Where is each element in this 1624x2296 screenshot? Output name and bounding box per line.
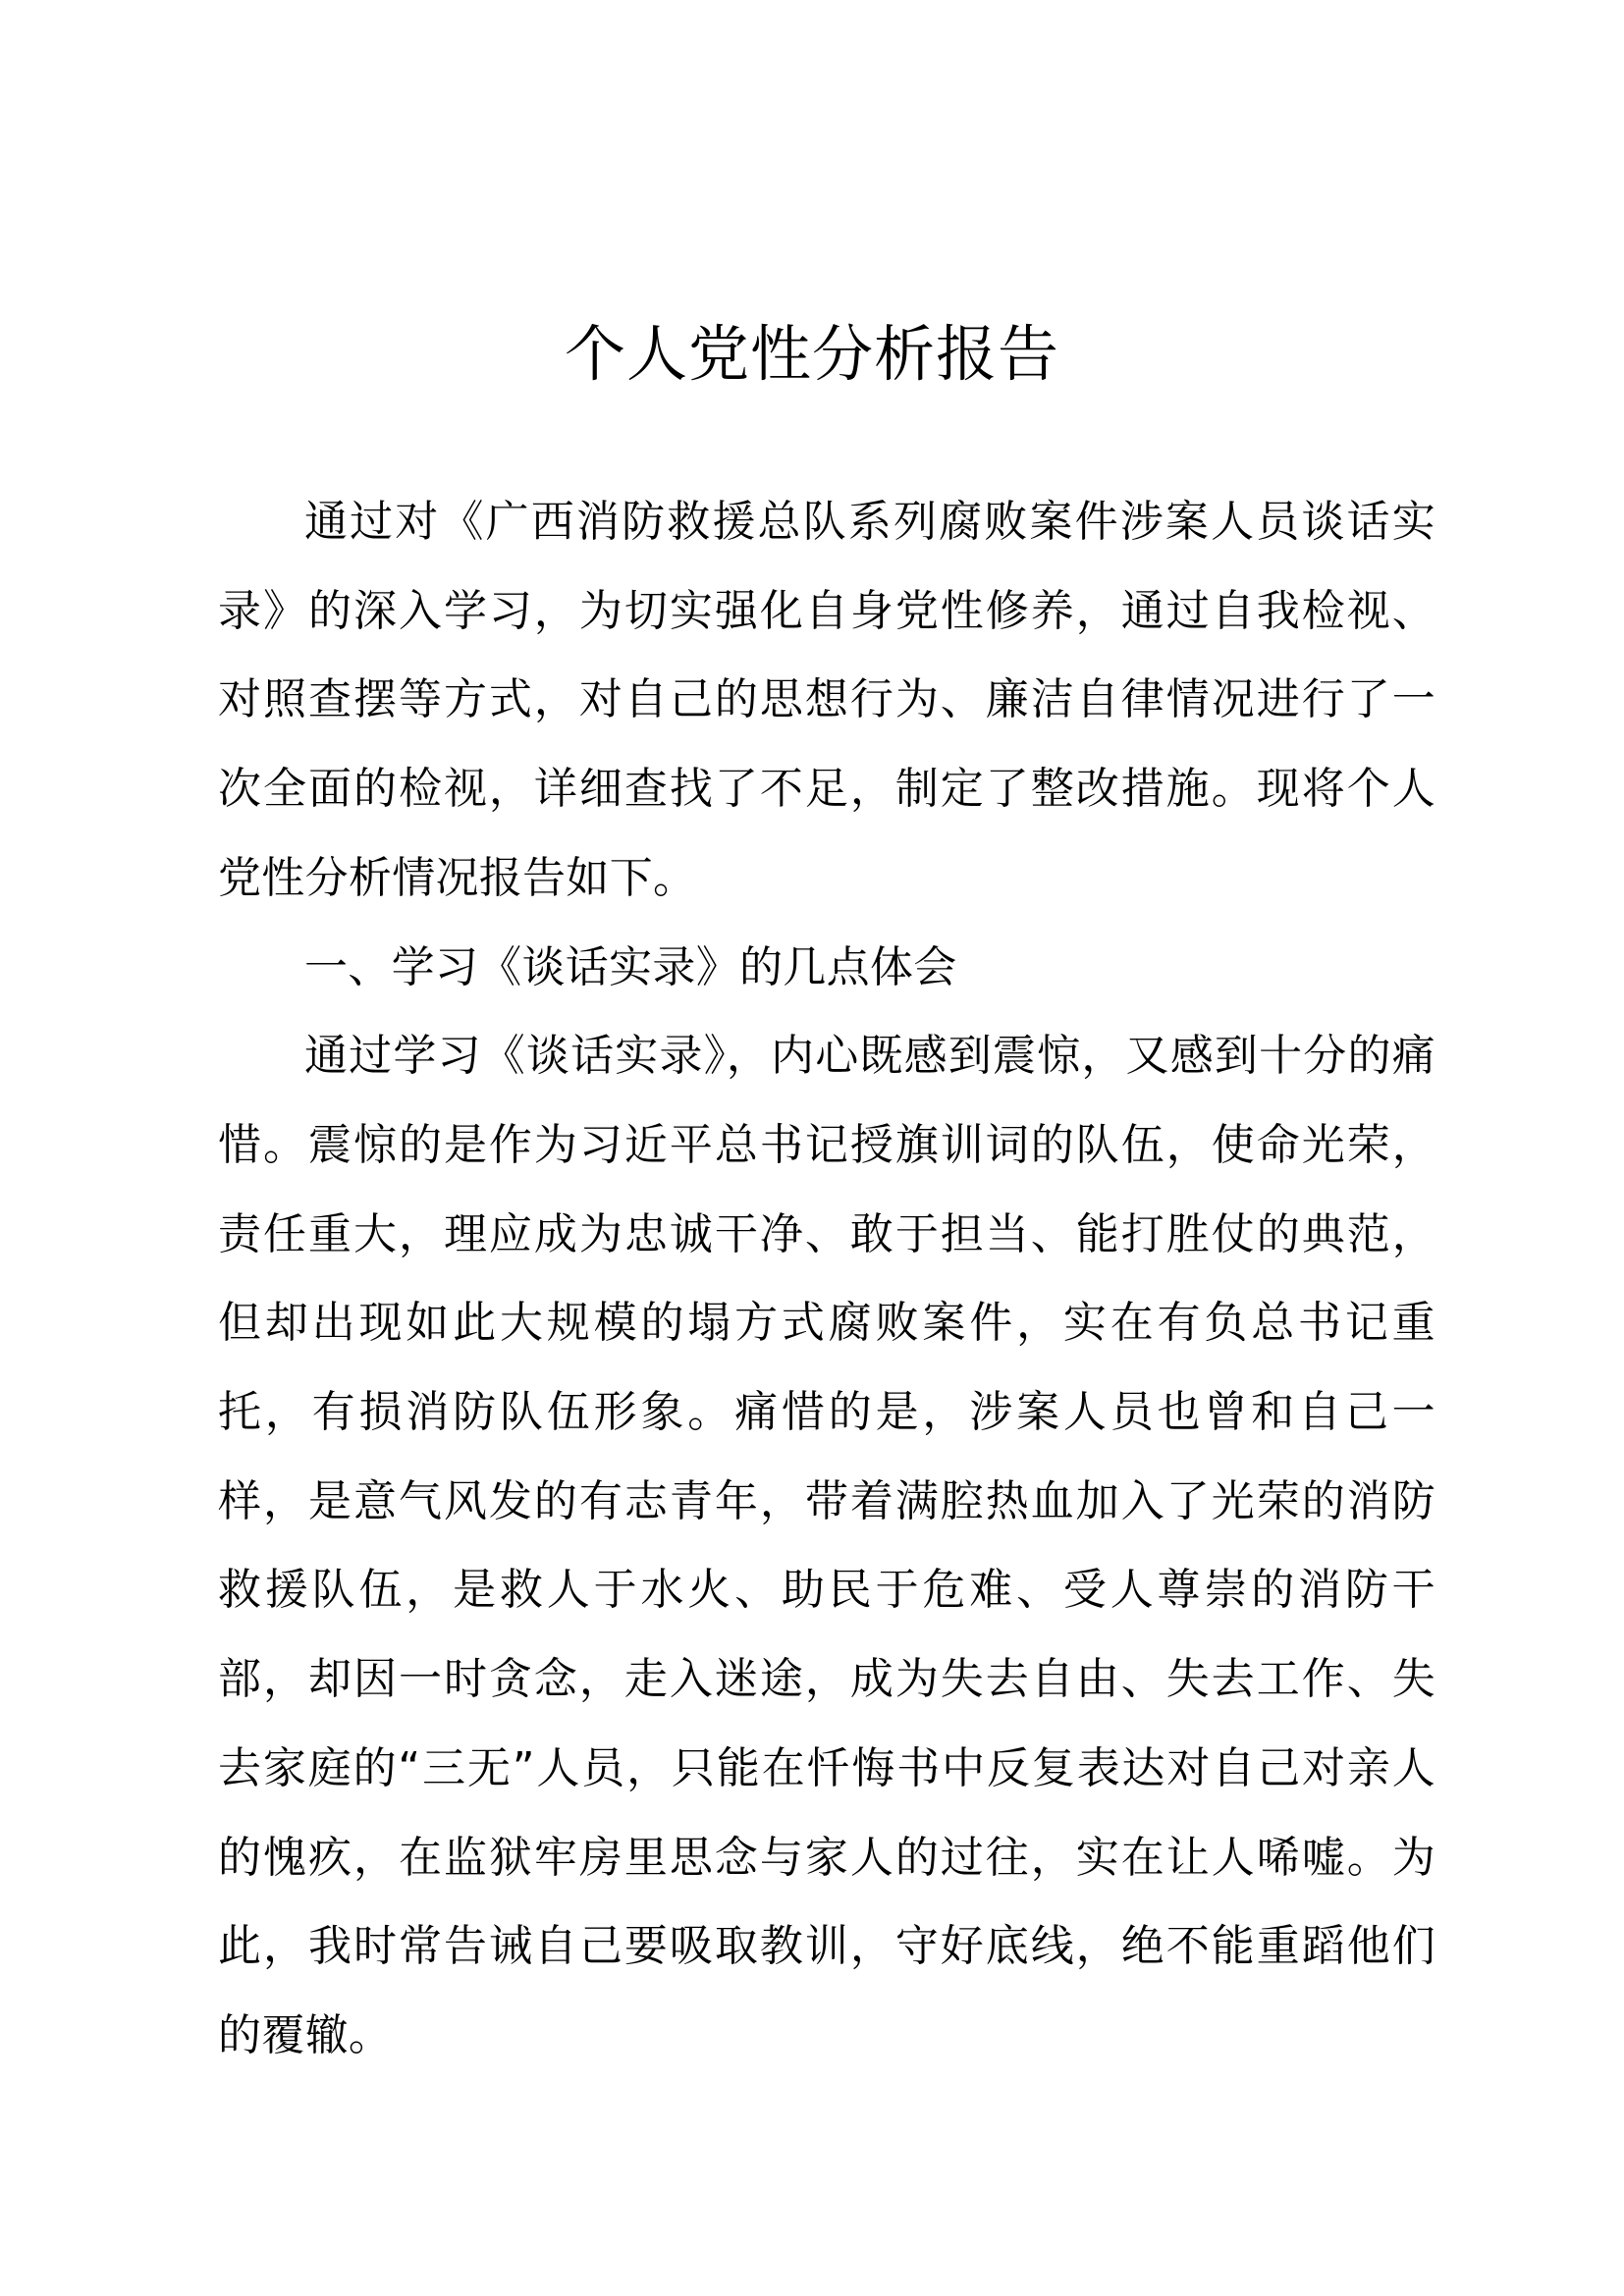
document-title: 个人党性分析报告 [564, 318, 1059, 390]
section-heading-1: 一、学习《谈话实录》的几点体会 [304, 941, 957, 992]
document-body [218, 478, 1435, 2081]
paragraph-reflection: 通过学习《谈话实录》，内心既感到震惊，又感到十分的痛惜。震惊的是作为习近平总书记授旗训词的队伍，使命光荣，责任重大，理应成为忠诚干净、敢于担当、能打胜仗的典范，但却出现如此大规模的塌方式腐败案件，实在有负总书记重托，有损消防队伍形象。痛惜的是，涉案人员也曾和自己一样，是意气风发的有志青年，带着满腔热血加入了光荣的消防救援队伍，是救人于水火、助民于危难、受人尊崇的消防干部，却因一时贪念，走入迷途，成为失去自由、失去工作、失去家庭的“三无”人员，只能在忏悔书中反复表达对自己对亲人的愧疚，在监狱牢房里思念与家人的过往，实在让人唏嘘。为此，我时常告诫自己要吸取教训，守好底线，绝不能重蹈他们的覆辙。 [218, 1031, 1435, 2060]
paragraph-intro: 通过对《广西消防救援总队系列腐败案件涉案人员谈话实录》的深入学习，为切实强化自身党性修养，通过自我检视、对照查摆等方式，对自己的思想行为、廉洁自律情况进行了一次全面的检视，详细查找了不足，制定了整改措施。现将个人党性分析情况报告如下。 [218, 497, 1435, 903]
